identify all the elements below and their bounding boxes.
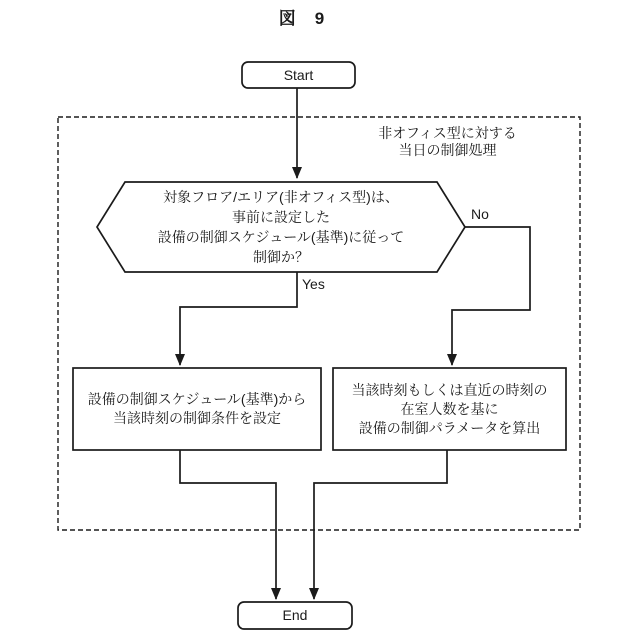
decision-text-line3: 設備の制御スケジュール(基準)に従って: [157, 229, 405, 245]
decision-text-line2: 事前に設定した: [232, 209, 330, 225]
branch-label-yes: Yes: [302, 276, 325, 292]
schedule-box-line1: 設備の制御スケジュール(基準)から: [87, 391, 307, 407]
arrow-schedule-box-to-end: [180, 450, 276, 599]
occupancy-box-text: [333, 368, 566, 450]
decision-text-line1: 対象フロア/エリア(非オフィス型)は、: [163, 189, 399, 205]
arrow-decision-yes-to-schedule-box: [180, 272, 297, 365]
start-node-label: Start: [283, 67, 314, 83]
end-node-label: End: [282, 607, 308, 623]
schedule-box-line2: 当該時刻の制御条件を設定: [113, 410, 281, 426]
figure-title: 図 9: [278, 9, 326, 28]
process-region-label-line1: 非オフィス型に対する: [378, 125, 517, 141]
occupancy-box-line2: 在室人数を基に: [400, 400, 499, 417]
decision-node-text: [97, 187, 465, 267]
branch-label-no: No: [471, 206, 489, 222]
occupancy-box-line1: 当該時刻もしくは直近の時刻の: [351, 381, 548, 398]
decision-text-line4: 制御か？: [253, 249, 309, 265]
process-region-label-line2: 当日の制御処理: [398, 142, 497, 158]
process-region-border: [58, 117, 580, 530]
arrow-occupancy-box-to-end: [314, 450, 447, 599]
occupancy-box-line3: 設備の制御パラメータを算出: [358, 419, 541, 436]
process-region-label: [367, 125, 528, 159]
schedule-box-text: [73, 368, 321, 450]
